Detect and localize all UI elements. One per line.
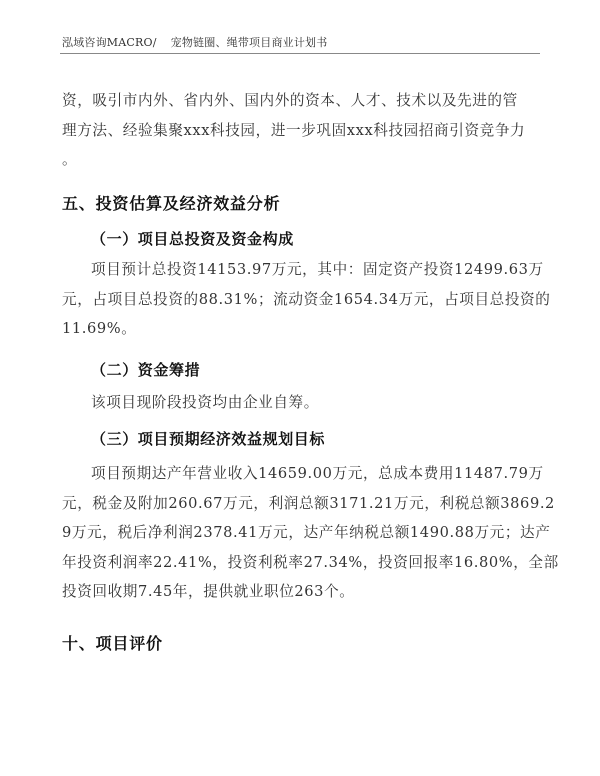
header-divider — [60, 53, 540, 54]
subsection-heading-2: （二）资金筹措 — [91, 361, 201, 379]
header-source: 泓域咨询MACRO/ — [62, 36, 157, 49]
paragraph-line: 理方法、经验集聚xxx科技园，进一步巩固xxx科技园招商引资竞争力 — [62, 121, 526, 139]
subsection-heading-1: （一）项目总投资及资金构成 — [91, 230, 294, 248]
paragraph-line: 9万元，税后净利润2378.41万元，达产年纳税总额1490.88万元；达产 — [62, 524, 551, 541]
page-header — [62, 34, 327, 50]
paragraph-line: 项目预计总投资14153.97万元，其中：固定资产投资12499.63万 — [91, 261, 544, 278]
paragraph-line: 年投资利润率22.41%，投资利税率27.34%，投资回报率16.80%，全部 — [62, 553, 559, 571]
funding-paragraph — [62, 388, 542, 418]
paragraph-line: 项目预期达产年营业收入14659.00万元，总成本费用11487.79万 — [91, 465, 544, 482]
paragraph-line: 。 — [62, 151, 78, 168]
header-title: 宠物链圈、绳带项目商业计划书 — [170, 36, 328, 49]
benefit-paragraph — [62, 459, 559, 607]
paragraph-line: 投资回收期7.45年，提供就业职位263个。 — [62, 583, 355, 600]
section-heading-10: 十、项目评价 — [62, 634, 163, 653]
paragraph-line: 元，占项目总投资的88.31%；流动资金1654.34万元，占项目总投资的 — [62, 290, 551, 308]
paragraph-line: 资，吸引市内外、省内外、国内外的资本、人才、技术以及先进的管 — [62, 92, 518, 109]
intro-paragraph — [62, 86, 542, 175]
section-heading-5: 五、投资估算及经济效益分析 — [62, 194, 281, 213]
paragraph-line: 11.69%。 — [62, 320, 137, 337]
subsection-heading-3: （三）项目预期经济效益规划目标 — [91, 430, 326, 448]
investment-paragraph — [62, 255, 551, 344]
paragraph-line: 元，税金及附加260.67万元，利润总额3171.21万元，利税总额3869.2 — [62, 494, 555, 512]
paragraph-line: 该项目现阶段投资均由企业自筹。 — [91, 394, 319, 411]
